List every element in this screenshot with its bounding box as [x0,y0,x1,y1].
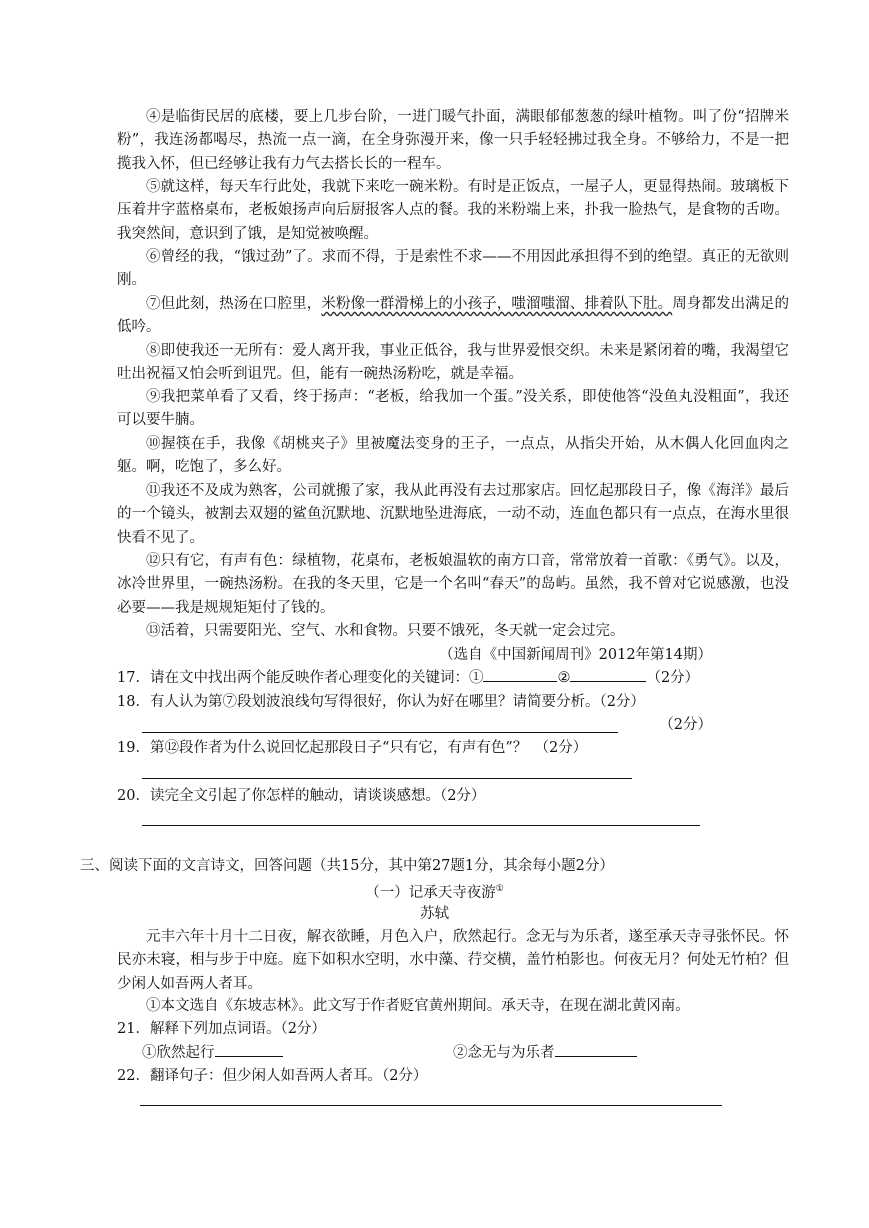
question-17 [117,667,699,689]
paragraph-10: ⑩握筷在手，我像《胡桃夹子》里被魔法变身的王子，一点点，从指尖开始，从木偶人化回血肉之躯。啊，吃饱了，多么好。 [117,436,789,476]
paragraph-11: ⑪我还不及成为熟客，公司就搬了家，我从此再没有去过那家店。回忆起那段日子，像《海洋》最后的一个镜头，被割去双翅的鲨鱼沉默地、沉默地坠进海底，一动不动，连血色都只有一点点，在海水里很快看不见了。 [117,483,789,546]
answer-line-18[interactable] [142,732,618,733]
question-18-score: （2分） [659,717,712,733]
paragraph-7 [117,293,789,340]
footnote-mark: ① [495,884,504,894]
question-21-item-2 [453,1042,637,1064]
wavy-underlined-sentence: 米粉像一群滑梯上的小孩子，嗤溜嗤溜、排着队下肚。 [321,296,673,312]
question-17-mid: ② [557,670,571,686]
answer-blank-21-1[interactable] [215,1042,283,1057]
question-17-text: 17．请在文中找出两个能反映作者心理变化的关键词：① [117,670,484,686]
paragraph-13: ⑬活着，只需要阳光、空气、水和食物。只要不饿死，冬天就一定会过完。 [146,623,625,639]
classical-text: 元丰六年十月十二日夜，解衣欲睡，月色入户，欣然起行。念无与为乐者，遂至承天寺寻张怀民。怀民亦未寝，相与步于中庭。庭下如积水空明，水中藻、荇交横，盖竹柏影也。何夜无月？何处无竹柏？但少闲人如吾两人者耳。 [117,929,789,992]
paragraph-7-end: 周身都发出满足的低吟。 [117,296,790,336]
question-21-item-1-text: ①欣然起行 [142,1045,215,1061]
question-18: 18．有人认为第⑦段划波浪线句写得很好，你认为好在哪里？请简要分析。（2分） [117,694,645,710]
answer-blank-17-1[interactable] [483,667,557,682]
question-21-item-1 [142,1042,283,1064]
source-note: （选自《中国新闻周刊》2012年第14期） [439,647,712,663]
question-21: 21．解释下列加点词语。（2分） [117,1021,326,1037]
answer-line-19[interactable] [142,778,632,779]
answer-blank-17-2[interactable] [570,667,646,682]
question-20: 20．读完全文引起了你怎样的触动，请谈谈感想。（2分） [117,788,486,804]
paragraph-5: ⑤就这样，每天车行此处，我就下来吃一碗米粉。有时是正饭点，一屋子人，更显得热闹。玻璃板下压着井字蓝格桌布，老板娘扬声向后厨报客人点的餐。我的米粉端上来，扑我一脸热气，是食物的舌吻。我突然间，意识到了饿，是知觉被唤醒。 [117,179,789,242]
question-21-item-2-text: ②念无与为乐者 [453,1045,555,1061]
poem-title [0,878,869,904]
paragraph-8: ⑧即使我还一无所有：爱人离开我，事业正低谷，我与世界爱恨交织。未来是紧闭着的嘴，我渴望它吐出祝福又怕会听到诅咒。但，能有一碗热汤粉吃，就是幸福。 [117,343,789,383]
paragraph-4: ④是临街民居的底楼，要上几步台阶，一进门暖气扑面，满眼郁郁葱葱的绿叶植物。叫了份“招牌米粉”，我连汤都喝尽，热流一点一滴，在全身弥漫开来，像一只手轻轻拂过我全身。不够给力，不是一把揽我入怀，但已经够让我有力气去搭长长的一程车。 [117,109,789,172]
poem-title-text: （一）记承天寺夜游 [365,884,496,901]
paragraph-12: ⑫只有它，有声有色：绿植物，花桌布，老板娘温软的南方口音，常常放着一首歌：《勇气》。以及，冰冷世界里，一碗热汤粉。在我的冬天里，它是一个名叫“春天”的岛屿。虽然，我不曾对它说感激，也没必要——我是规规矩矩付了钱的。 [117,553,789,616]
paragraph-6: ⑥曾经的我，“饿过劲”了。求而不得，于是索性不求——不用因此承担得不到的绝望。真正的无欲则刚。 [117,249,789,289]
paragraph-7-start: ⑦但此刻，热汤在口腔里， [146,296,322,312]
answer-blank-21-2[interactable] [555,1042,637,1057]
footnote-1: ①本文选自《东坡志林》。此文写于作者贬官黄州期间。承天寺，在现在湖北黄冈南。 [146,998,690,1014]
poem-author: 苏轼 [420,906,449,922]
paragraph-9: ⑨我把菜单看了又看，终于扬声：“老板，给我加一个蛋。”没关系，即使他答“没鱼丸没粗面”，我还可以要牛腩。 [117,389,789,429]
question-17-score: （2分） [646,670,700,686]
question-22: 22．翻译句子：但少闲人如吾两人者耳。（2分） [117,1068,428,1084]
answer-line-22[interactable] [140,1105,722,1106]
question-19: 19．第⑫段作者为什么说回忆起那段日子“只有它，有声有色”？ （2分） [117,740,588,756]
answer-line-20[interactable] [142,825,700,826]
section-3-heading: 三、阅读下面的文言诗文，回答问题（共15分，其中第27题1分，其余每小题2分） [80,858,614,874]
